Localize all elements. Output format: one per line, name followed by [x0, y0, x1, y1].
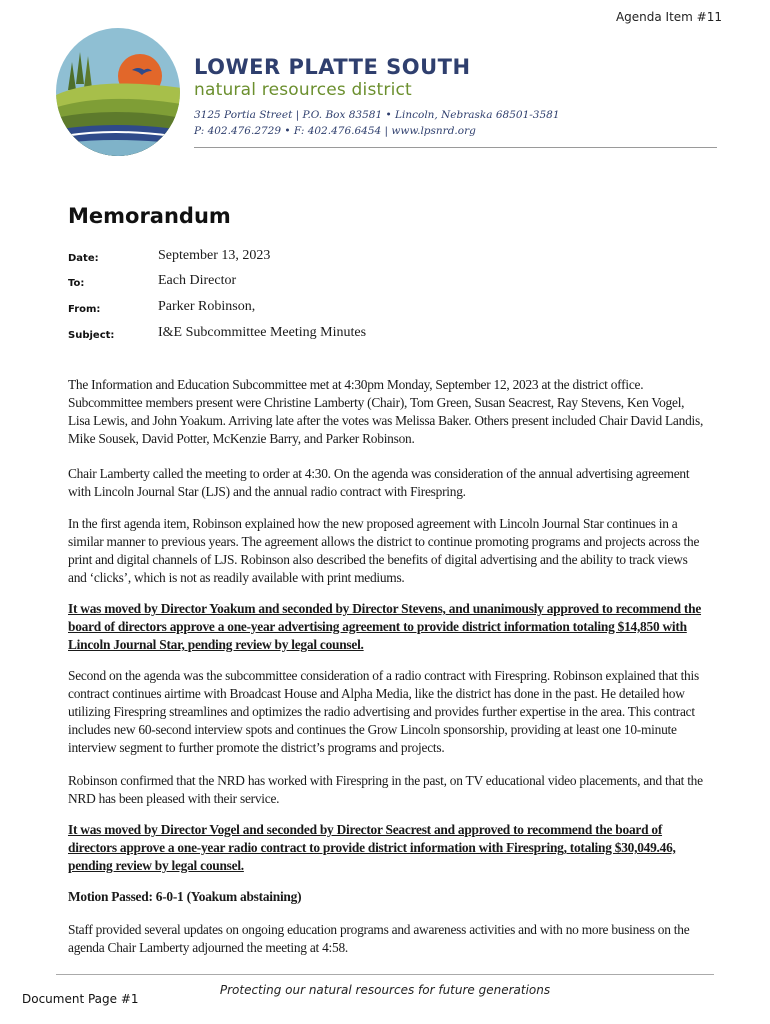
attendance-paragraph: The Information and Education Subcommittee met at 4:30pm Monday, September 12, 2023 at the district office. Subcommittee members present were Christine Lamberty (Chair), Tom Green, Susan Seacrest, Ray Stevens, Ken Vogel, Lisa Lewis, and John Yoakum. Arriving late after the votes was Melissa Baker. Others present included Chair David Landis, Mike Sousek, David Potter, McKenzie Barry, and Parker Robinson. [68, 377, 704, 446]
org-contact: P: 402.476.2729 • F: 402.476.6454 | www.lpsnrd.org [194, 125, 476, 137]
org-address: 3125 Portia Street | P.O. Box 83581 • Lincoln, Nebraska 68501-3581 [194, 109, 560, 121]
call-to-order-paragraph: Chair Lamberty called the meeting to order at 4:30. On the agenda was consideration of the annual advertising agreement with Lincoln Journal Star (LJS) and the annual radio contract with Firespring. [68, 466, 690, 499]
ljs-agreement-paragraph: In the first agenda item, Robinson explained how the new proposed agreement with Lincoln Journal Star continues in a similar manner to previous years. The agreement allows the district to continue promoting programs and projects across the print and digital channels of LJS. Robinson also described the benefits of digital advertising and the ability to track views and ‘clicks’, which is not as readily available with print mediums. [68, 516, 700, 585]
date-label: Date: [68, 253, 99, 264]
document-page-number: Document Page #1 [22, 992, 139, 1006]
date-value: September 13, 2023 [158, 248, 271, 263]
motion-firespring: It was moved by Director Vogel and seconded by Director Seacrest and approved to recommend the board of directors approve a one-year radio contract to provide district information with Firespring, totaling $30,049.46, pending review by legal counsel. [68, 822, 676, 873]
firespring-paragraph: Second on the agenda was the subcommittee consideration of a radio contract with Firespring. Robinson explained that this contract continues airtime with Broadcast House and Alpha Media, like the district has done in the past. He detailed how utilizing Firespring streamlines and optimizes the radio advertising and provides further expertise in the area. This contract includes new 60-second interview spots and continues the Grow Lincoln sponsorship, providing at least one 10-minute interview segment to further promote the district’s programs and projects. [68, 668, 699, 755]
subject-label: Subject: [68, 330, 115, 341]
agenda-item-label: Agenda Item #11 [615, 10, 722, 24]
from-label: From: [68, 304, 101, 315]
to-label: To: [68, 278, 85, 289]
org-name: LOWER PLATTE SOUTH [194, 55, 471, 79]
from-value: Parker Robinson, [158, 299, 256, 314]
footer-tagline: Protecting our natural resources for future generations [219, 983, 551, 997]
org-subtitle: natural resources district [194, 80, 412, 100]
closing-paragraph: Staff provided several updates on ongoing education programs and awareness activities and with no more business on the agenda Chair Lamberty adjourned the meeting at 4:58. [68, 922, 690, 955]
motion-ljs: It was moved by Director Yoakum and seconded by Director Stevens, and unanimously approved to recommend the board of directors approve a one-year advertising agreement to provide district information totaling $14,850 with Lincoln Journal Star, pending review by legal counsel. [68, 601, 702, 652]
footer-divider [56, 974, 714, 975]
subject-value: I&E Subcommittee Meeting Minutes [158, 325, 367, 340]
firespring-service-paragraph: Robinson confirmed that the NRD has worked with Firespring in the past, on TV educational video placements, and that the NRD has been pleased with their service. [68, 773, 703, 806]
to-value: Each Director [158, 273, 237, 288]
memo-title: Memorandum [68, 204, 231, 228]
district-logo [54, 26, 182, 158]
header-divider [194, 147, 717, 148]
motion-result: Motion Passed: 6-0-1 (Yoakum abstaining) [68, 889, 302, 904]
